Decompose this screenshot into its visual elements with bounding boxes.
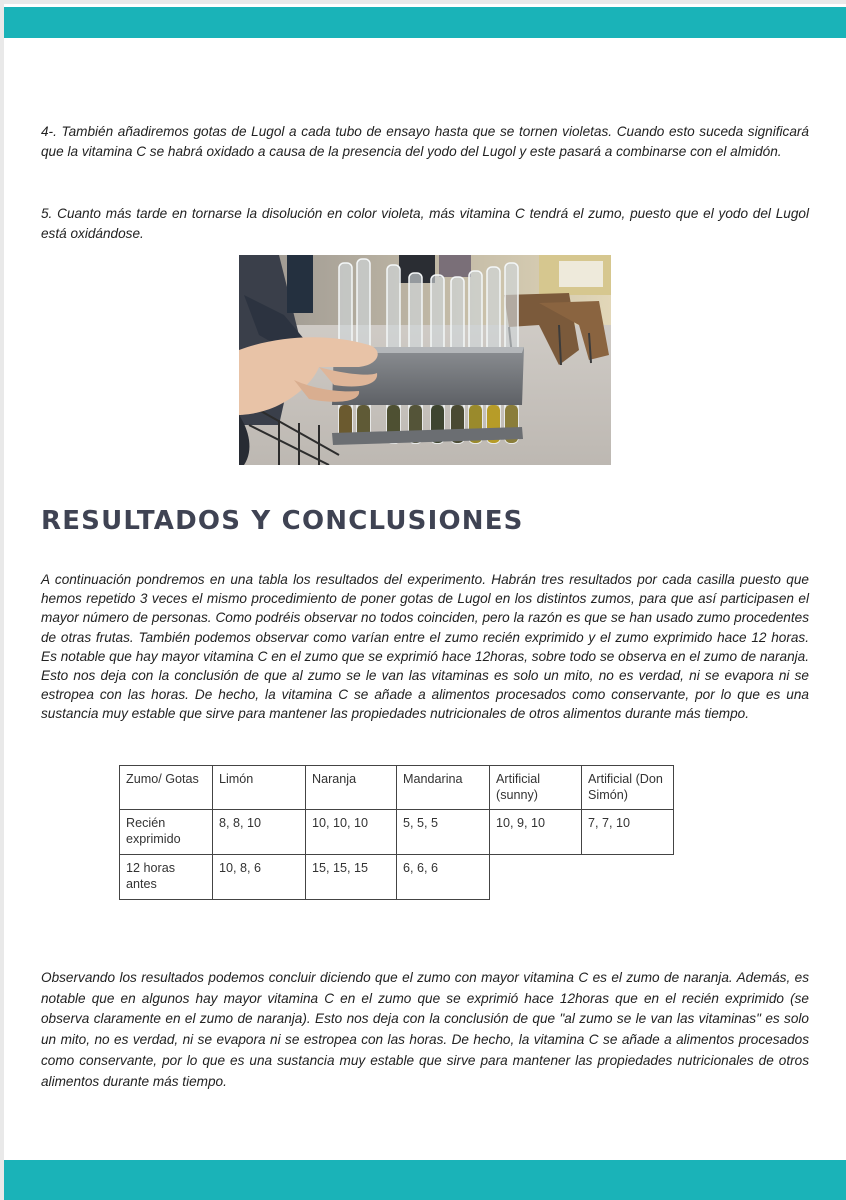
section-heading: RESULTADOS Y CONCLUSIONES	[41, 506, 524, 536]
table-cell: 7, 7, 10	[582, 810, 674, 855]
conclusion-paragraph: Observando los resultados podemos concluir diciendo que el zumo con mayor vitamina C es el zumo de naranja. Además, es notable que en algunos hay mayor vitamina C en el zumo que se exprimió hace 12horas que en el recién exprimido (se observa claramente en el zumo de naranja). Esto nos deja con la conclusión de que "al zumo se le van las vitaminas" es solo un mito, no es verdad, ni se evapora ni se estropea con las horas. De hecho, la vitamina C se añade a alimentos procesados como conservante, por lo que es una sustancia muy estable que sirve para mantener las propiedades nutricionales de otros alimentos durante más tiempo.	[41, 970, 809, 1089]
table-header-cell: Naranja	[306, 766, 397, 810]
table-cell: 10, 9, 10	[490, 810, 582, 855]
table-header-cell: Artificial (sunny)	[490, 766, 582, 810]
results-intro-paragraph: A continuación pondremos en una tabla los resultados del experimento. Habrán tres resultados por cada casilla puesto que hemos repetido 3 veces el mismo procedimiento de poner gotas de Lugol en los distintos zumos, para que así participasen el mayor número de personas. Como podréis observar no todos coinciden, pero la razón es que se han usado zumo procedentes de otras frutas. También podemos observar como varían entre el zumo recién exprimido y el zumo exprimido hace 12 horas. Es notable que hay mayor vitamina C en el zumo que se exprimió hace 12horas, sobre todo se observa en el zumo de naranja. Esto nos deja con la conclusión de que al zumo se le van las vitaminas es solo un mito, no es verdad, ni se evapora ni se estropea con las horas. De hecho, la vitamina C se añade a alimentos procesados como conservante, por lo que es una sustancia muy estable que sirve para mantener las propiedades nutricionales de otros alimentos durante más tiempo.	[41, 572, 809, 722]
table-row	[120, 855, 674, 900]
results-table	[119, 765, 674, 900]
table-header-cell: Zumo/ Gotas	[120, 766, 213, 810]
table-header-row	[120, 766, 674, 810]
table-row	[120, 810, 674, 855]
table-header-cell: Artificial (Don Simón)	[582, 766, 674, 810]
top-color-band	[4, 7, 846, 38]
step-4-paragraph: 4-. También añadiremos gotas de Lugol a cada tubo de ensayo hasta que se tornen violetas. Cuando esto suceda significará que la vitamina C se habrá oxidado a causa de la presencia del yodo del Lugol y este pasará a combinarse con el almidón.	[41, 124, 809, 160]
document-page	[4, 4, 846, 1200]
table-cell: 6, 6, 6	[397, 855, 490, 900]
table-cell: 15, 15, 15	[306, 855, 397, 900]
test-tubes-photo	[239, 255, 611, 465]
table-header-cell: Mandarina	[397, 766, 490, 810]
table-empty-cell	[490, 855, 674, 900]
table-cell: 12 horas antes	[120, 855, 213, 900]
bottom-color-band	[4, 1160, 846, 1200]
table-cell: 10, 10, 10	[306, 810, 397, 855]
table-cell: 8, 8, 10	[213, 810, 306, 855]
table-header-cell: Limón	[213, 766, 306, 810]
step-5-paragraph: 5. Cuanto más tarde en tornarse la disolución en color violeta, más vitamina C tendrá el zumo, puesto que el yodo del Lugol está oxidándose.	[41, 206, 809, 242]
table-cell: 5, 5, 5	[397, 810, 490, 855]
table-cell: Recién exprimido	[120, 810, 213, 855]
table-cell: 10, 8, 6	[213, 855, 306, 900]
